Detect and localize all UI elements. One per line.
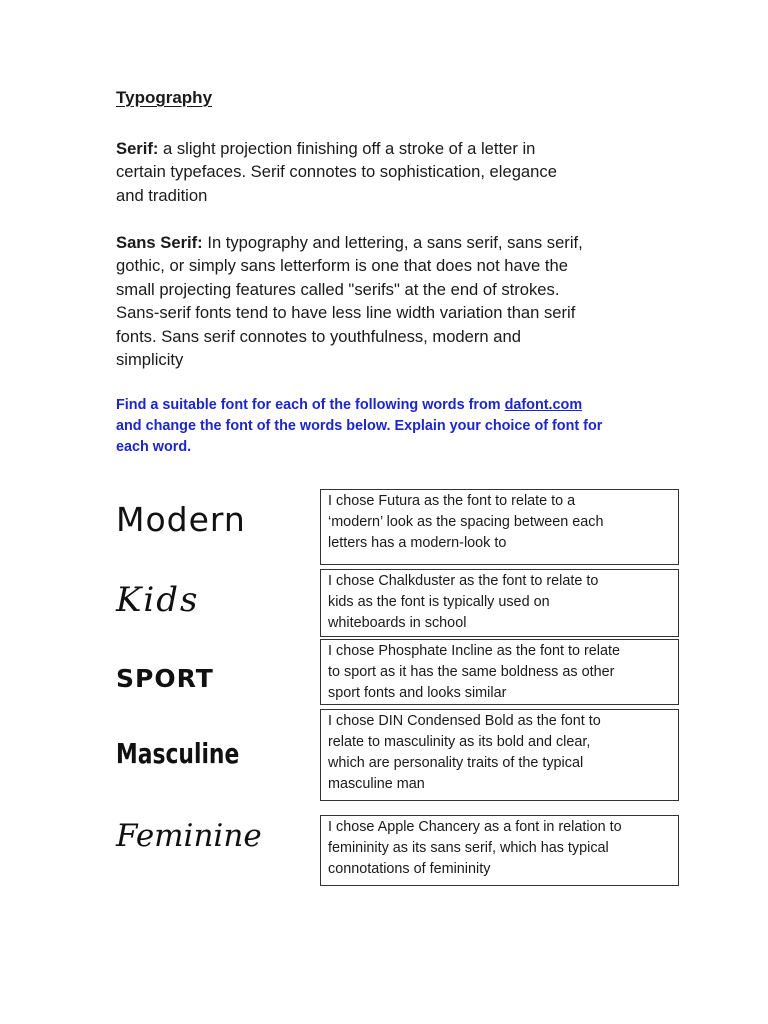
sans-serif-term: Sans Serif:: [116, 233, 203, 252]
word-modern: Modern: [116, 500, 246, 539]
serif-line: certain typefaces. Serif connotes to sophistication, elegance: [116, 162, 557, 182]
explanation-line: whiteboards in school: [328, 615, 467, 631]
explanation-line: I chose Futura as the font to relate to a: [328, 493, 576, 509]
explanation-line: masculine man: [328, 776, 425, 792]
word-sport: SPORT: [116, 664, 214, 693]
serif-definition: [116, 137, 656, 207]
explanation-line: ‘modern’ look as the spacing between each: [328, 514, 604, 530]
explanation-line: connotations of femininity: [328, 861, 491, 877]
explanation-line: which are personality traits of the typical: [328, 755, 584, 771]
word-kids: Kids: [116, 580, 200, 620]
sans-serif-line: fonts. Sans serif connotes to youthfulness, modern and: [116, 326, 521, 346]
explanation-line: sport fonts and looks similar: [328, 685, 507, 701]
sans-serif-line: In typography and lettering, a sans serif, sans serif,: [207, 233, 583, 252]
word-feminine: Feminine: [116, 818, 262, 854]
instruction-text: each word.: [116, 439, 192, 455]
explanation-line: kids as the font is typically used on: [328, 594, 550, 610]
explanation-line: relate to masculinity as its bold and clear,: [328, 734, 591, 750]
explanation-line: letters has a modern-look to: [328, 535, 507, 551]
explanation-line: I chose DIN Condensed Bold as the font to: [328, 713, 601, 729]
explanation-line: to sport as it has the same boldness as other: [328, 664, 615, 680]
sans-serif-line: gothic, or simply sans letterform is one that does not have the: [116, 256, 568, 276]
explanation-line: I chose Chalkduster as the font to relate to: [328, 573, 599, 589]
sans-serif-line: small projecting features called "serifs" at the end of strokes.: [116, 279, 560, 299]
document-title: Typography: [116, 88, 213, 107]
explanation-line: femininity as its sans serif, which has typical: [328, 840, 609, 856]
explanation-box-masculine: [320, 709, 679, 801]
explanation-box-sport: [320, 639, 679, 705]
dafont-link[interactable]: dafont.com: [504, 397, 583, 413]
task-instruction: [116, 395, 676, 458]
word-masculine: Masculine: [116, 737, 240, 770]
instruction-text: and change the font of the words below. Explain your choice of font for: [116, 418, 603, 434]
explanation-line: I chose Phosphate Incline as the font to relate: [328, 643, 621, 659]
serif-term: Serif:: [116, 139, 159, 158]
explanation-box-kids: [320, 569, 679, 637]
serif-line: and tradition: [116, 185, 208, 205]
explanation-box-feminine: [320, 815, 679, 886]
sans-serif-line: simplicity: [116, 350, 184, 370]
sans-serif-definition: [116, 231, 656, 371]
sans-serif-line: Sans-serif fonts tend to have less line width variation than serif: [116, 303, 576, 323]
explanation-line: I chose Apple Chancery as a font in relation to: [328, 819, 622, 835]
instruction-text: Find a suitable font for each of the following words from: [116, 397, 505, 413]
serif-line: a slight projection finishing off a stroke of a letter in: [163, 139, 536, 158]
explanation-box-modern: [320, 489, 679, 565]
